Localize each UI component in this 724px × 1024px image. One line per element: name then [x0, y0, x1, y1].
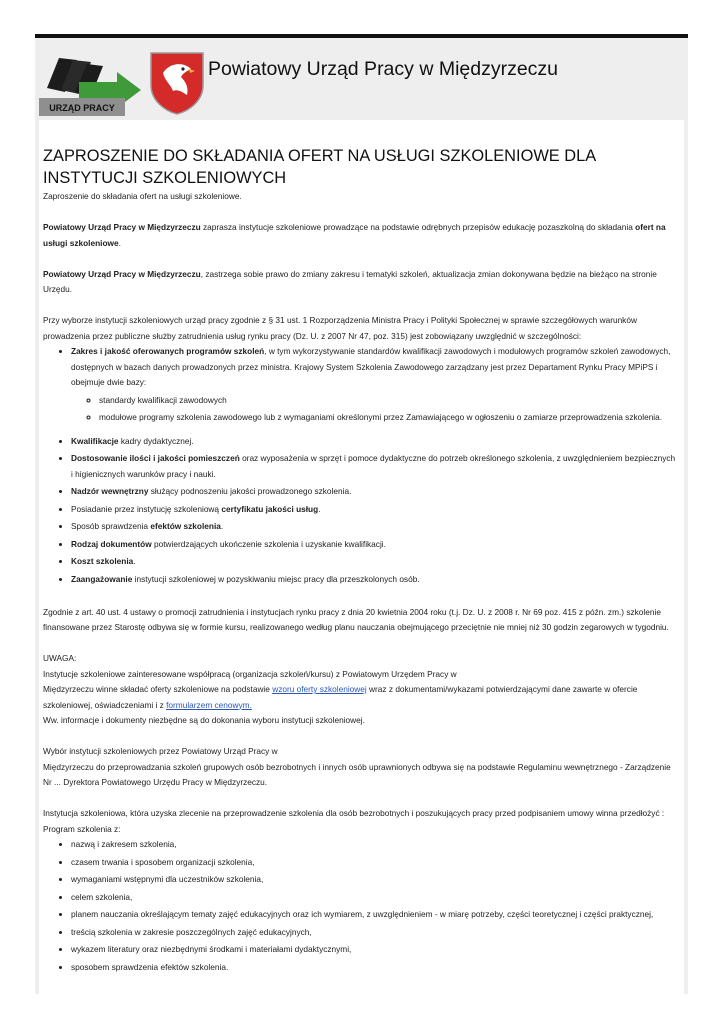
criteria-item	[71, 502, 678, 518]
criteria-bold: Nadzór wewnętrzny	[71, 486, 149, 496]
reservation-text: , zastrzega sobie prawo do zmiany zakresu i tematyki szkoleń, aktualizacja zmian dokonywana będzie na bieżąco na stronie Urzędu.	[43, 268, 657, 294]
program-item: • czasem trwania i sposobem organizacji szkolenia,	[71, 855, 678, 871]
program-label: Program szkolenia z:	[43, 823, 121, 834]
article-content	[39, 120, 684, 994]
requirements-paragraph: Instytucja szkoleniowa, która uzyska zlecenie na przeprowadzenie szkolenia dla osób bezrobotnych i poszukujących pracy przed podpisaniem umowy winna przedłożyć :	[43, 808, 665, 818]
criteria-item	[71, 451, 678, 482]
criteria-item	[71, 572, 678, 588]
notice-line: wraz z dokumentami/wykazami potwierdzającymi dane zawarte w ofercie szkoleniowej, oświadczeniami i z	[43, 684, 638, 710]
criteria-item	[71, 344, 678, 426]
criteria-text: potwierdzających ukończenie szkolenia i uzyskanie kwalifikacji.	[151, 538, 386, 549]
criteria-text: .	[220, 521, 224, 531]
criteria-text: .	[318, 503, 321, 514]
criteria-item	[71, 519, 678, 535]
criteria-item	[71, 434, 678, 450]
legal-basis-paragraph: Zgodnie z art. 40 ust. 4 ustawy o promocji zatrudnienia i instytucjach rynku pracy z dnia 20 kwietnia 2004 roku (t.j. Dz. U. z 2008 r. Nr 69 poz. 415 z późn. zm.) szkolenie finansowane przez Starostę odbywa się w formie kursu, realizowanego według planu nauczania obejmującego przeciętnie nie mniej niż 30 godzin zegarowych w tygodniu.	[43, 606, 669, 632]
program-item: • celem szkolenia,	[71, 890, 678, 906]
logo-label: URZĄD PRACY	[49, 103, 115, 113]
invitation-end: .	[118, 237, 121, 248]
criteria-bold: Rodzaj dokumentów	[71, 538, 152, 549]
page-title: ZAPROSZENIE DO SKŁADANIA OFERT NA USŁUGI SZKOLENIOWE DLA INSTYTUCJI SZKOLENIOWYCH	[43, 147, 596, 187]
office-name-bold: Powiatowy Urząd Pracy w Międzyrzeczu	[43, 222, 201, 232]
selection-paragraph	[43, 744, 678, 791]
program-list	[43, 837, 678, 975]
invitation-text: zaprasza instytucje szkoleniowe prowadzące na podstawie odrębnych przepisów edukację pozaszkolną do składania	[200, 222, 636, 232]
selection-line: Międzyrzeczu do przeprowadzania szkoleń grupowych osób bezrobotnych i innych osób uprawnionych odbywa się na podstawie Regulaminu wewnętrznego - Zarządzenie Nr ... Dyrektora Powiatowego Urzędu Pracy w Międzyrzeczu.	[43, 761, 671, 787]
invitation-paragraph	[43, 220, 678, 251]
site-header	[35, 38, 688, 118]
criteria-text: , w tym wykorzystywanie standardów kwalifikacji zawodowych i modułowych programów szkoleń zawodowych, dostępnych w bazach danych prowadzonych przez ministra. Krajowy System Szkolenia Zawodowego zarządzany jest przez Departament Rynku Pracy MPiPS i obejmuje dwie bazy:	[71, 346, 671, 387]
selection-line: Wybór instytucji szkoleniowych przez Powiatowy Urząd Pracy w	[43, 746, 278, 756]
notice-label: UWAGA:	[43, 653, 77, 663]
criteria-text: oraz wyposażenia w sprzęt i pomoce dydaktyczne do potrzeb określonego szkolenia, z uwzględnieniem bezpiecznych i higienicznych warunków pracy i nauki.	[71, 453, 676, 479]
bases-item: ◦ modułowe programy szkolenia zawodowego lub z wymaganiami określonymi przez Zamawiającego w ogłoszeniu o zamiarze przeprowadzenia szkolenia.	[99, 410, 678, 426]
site-title[interactable]: Powiatowy Urząd Pracy w Międzyrzeczu	[208, 58, 559, 80]
lead-paragraph: Zaproszenie do składania ofert na usługi szkoleniowe.	[43, 191, 242, 201]
criteria-pre: Sposób sprawdzenia	[71, 521, 151, 531]
offer-template-link[interactable]: wzoru oferty szkoleniowej	[272, 684, 367, 694]
criteria-text: kadry dydaktycznej.	[118, 435, 194, 446]
criteria-item	[71, 537, 678, 553]
program-item: • wymaganiami wstępnymi dla uczestników szkolenia,	[71, 872, 678, 888]
program-item: • treścią szkolenia w zakresie poszczególnych zajęć edukacyjnych,	[71, 925, 678, 941]
bases-item: ◦ standardy kwalifikacji zawodowych	[99, 393, 678, 409]
criteria-bold: Dostosowanie ilości i jakości pomieszczeń	[71, 453, 240, 463]
criteria-text: .	[133, 556, 136, 566]
notice-line: Ww. informacje i dokumenty niezbędne są do dokonania wyboru instytucji szkoleniowej.	[43, 715, 365, 725]
criteria-text: służący podnoszeniu jakości prowadzonego szkolenia.	[148, 486, 352, 496]
program-item: • planem nauczania określającym tematy zajęć edukacyjnych oraz ich wymiarem, z uwzględnieniem - w miarę potrzeby, części teoretycznej i części praktycznej,	[71, 907, 678, 923]
office-name-bold-2: Powiatowy Urząd Pracy w Międzyrzeczu	[43, 268, 201, 279]
criteria-item	[71, 554, 678, 570]
criteria-bold: Kwalifikacje	[71, 435, 119, 446]
criteria-bold: efektów szkolenia	[150, 521, 221, 531]
criteria-bold: certyfikatu jakości usług	[221, 503, 319, 514]
urzad-pracy-logo[interactable]	[39, 52, 147, 118]
criteria-bold: Zaangażowanie	[71, 573, 133, 584]
page-frame	[35, 34, 688, 994]
reservation-paragraph	[43, 267, 678, 298]
coat-of-arms-emblem	[149, 51, 205, 115]
program-item: • sposobem sprawdzenia efektów szkolenia.	[71, 960, 678, 976]
offers-bold: ofert na usługi szkoleniowe	[43, 222, 666, 248]
notice-paragraph	[43, 651, 678, 729]
program-item: • wykazem literatury oraz niezbędnymi środkami i materiałami dydaktycznymi,	[71, 942, 678, 958]
criteria-bold: Zakres i jakość oferowanych programów szkoleń	[71, 346, 265, 356]
criteria-intro: Przy wyborze instytucji szkoleniowych urząd pracy zgodnie z § 31 ust. 1 Rozporządzenia Ministra Pracy i Polityki Społecznej w sprawie szczegółowych warunków prowadzenia przez publiczne służby zatrudnienia usług rynku pracy (Dz. U. z 2007 Nr 47, poz. 315) jest zobowiązany uwzględnić w szczególności:	[43, 315, 637, 341]
notice-line: Międzyrzeczu winne składać oferty szkoleniowe na podstawie	[43, 684, 273, 694]
price-form-link[interactable]: formularzem cenowym.	[166, 699, 252, 710]
notice-line: Instytucje szkoleniowe zainteresowane współpracą (organizacja szkoleń/kursu) z Powiatowym Urzędem Pracy w	[43, 668, 457, 679]
criteria-bold: Koszt szkolenia	[71, 556, 134, 566]
program-item: • nazwą i zakresem szkolenia,	[71, 837, 678, 853]
criteria-text: instytucji szkoleniowej w pozyskiwaniu miejsc pracy dla przeszkolonych osób.	[132, 573, 420, 584]
criteria-pre: Posiadanie przez instytucję szkoleniową	[71, 503, 222, 514]
bases-list	[71, 393, 678, 426]
criteria-item	[71, 484, 678, 500]
criteria-list	[43, 344, 678, 587]
